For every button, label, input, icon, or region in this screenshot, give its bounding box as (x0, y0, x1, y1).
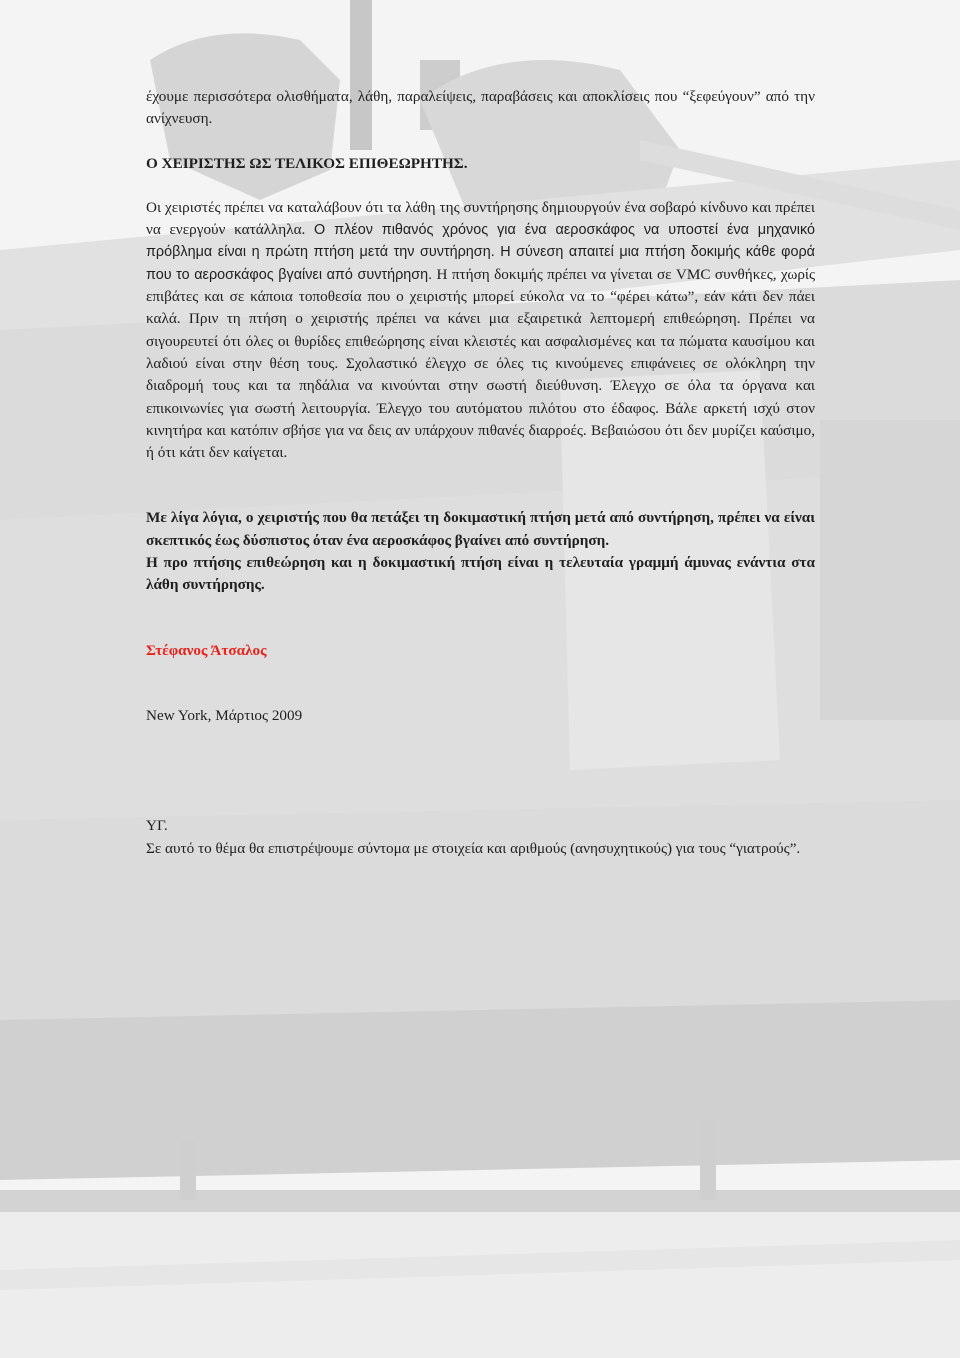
body-sentence-3: Η πτήση δοκιμής πρέπει να γίνεται σε VMC συνθήκες, χωρίς επιβάτες και σε κάποια τοποθεσία που ο χειριστής μπορεί εύκολα να το “φέρει κάτω”, εάν κάτι δεν πάει καλά. Πριν τη πτήση ο χειριστής πρέπει να κάνει μια εξαιρετικά λεπτομερή επιθεώρηση. Πρέπει να σιγουρευτεί ότι όλες οι θυρίδες επιθεώρησης είναι κλειστές και ασφαλισμένες και τα πώματα καυσίμου και λαδιού είναι στην θέση τους. Σχολαστικό έλεγχο σε όλες τις κινούμενες επιφάνειες σε ολόκληρη την διαδρομή τους και τα πηδάλια να κινούνται στην σωστή διεύθυνση. Έλεγχο σε όλα τα όργανα και επικοινωνίες για σωστή λειτουργία. Έλεγχο του αυτόματου πιλότου στο έδαφος. Βάλε αρκετή ισχύ στον κινητήρα και κατόπιν σβήσε για να δεις αν υπάρχουν πιθανές διαρροές. Βεβαιώσου ότι δεν μυρίζει καύσιμο, ή ότι κάτι δεν καίγεται. (146, 265, 815, 462)
conclusion-paragraph-2: Η προ πτήσης επιθεώρηση και η δοκιμαστική πτήση είναι η τελευταία γραμμή άμυνας ενάντια στα λάθη συντήρησης. (146, 554, 815, 594)
section-heading: Ο ΧΕΙΡΙΣΤΗΣ ΩΣ ΤΕΛΙΚΟΣ ΕΠΙΘΕΩΡΗΤΗΣ. (146, 154, 468, 172)
intro-paragraph: έχουμε περισσότερα ολισθήματα, λάθη, παραλείψεις, παραβάσεις και αποκλίσεις που “ξεφεύγουν” από την ανίχνευση. (146, 88, 815, 128)
body-sentence-2: Ο πλέον πιθανός χρόνος για ένα αεροσκάφος να υποστεί ένα μηχανικό πρόβλημα είναι η πρώτη πτήση μετά την συντήρηση. Η σύνεση απαιτεί μια πτήση δοκιμής κάθε φορά που το αεροσκάφος βγαίνει από συντήρηση. (146, 222, 815, 283)
place-date: New York, Μάρτιος 2009 (146, 706, 303, 724)
body-paragraph (146, 197, 815, 465)
conclusion-paragraph-1: Με λίγα λόγια, ο χειριστής που θα πετάξει τη δοκιμαστική πτήση μετά από συντήρηση, πρέπει να είναι σκεπτικός έως δύσπιστος όταν ένα αεροσκάφος βγαίνει από συντήρηση. (146, 509, 815, 549)
ps-text: Σε αυτό το θέμα θα επιστρέψουμε σύντομα με στοιχεία και αριθμούς (ανησυχητικούς) για τους “γιατρούς”. (146, 839, 801, 857)
signature: Στέφανος Άτσαλος (146, 641, 267, 659)
ps-label: ΥΓ. (146, 817, 168, 835)
body-sentence-1: Οι χειριστές πρέπει να καταλάβουν ότι τα λάθη της συντήρησης δημιουργούν ένα σοβαρό κίνδυνο και πρέπει να ενεργούν κατάλληλα. (146, 198, 815, 239)
document-page (146, 86, 815, 860)
